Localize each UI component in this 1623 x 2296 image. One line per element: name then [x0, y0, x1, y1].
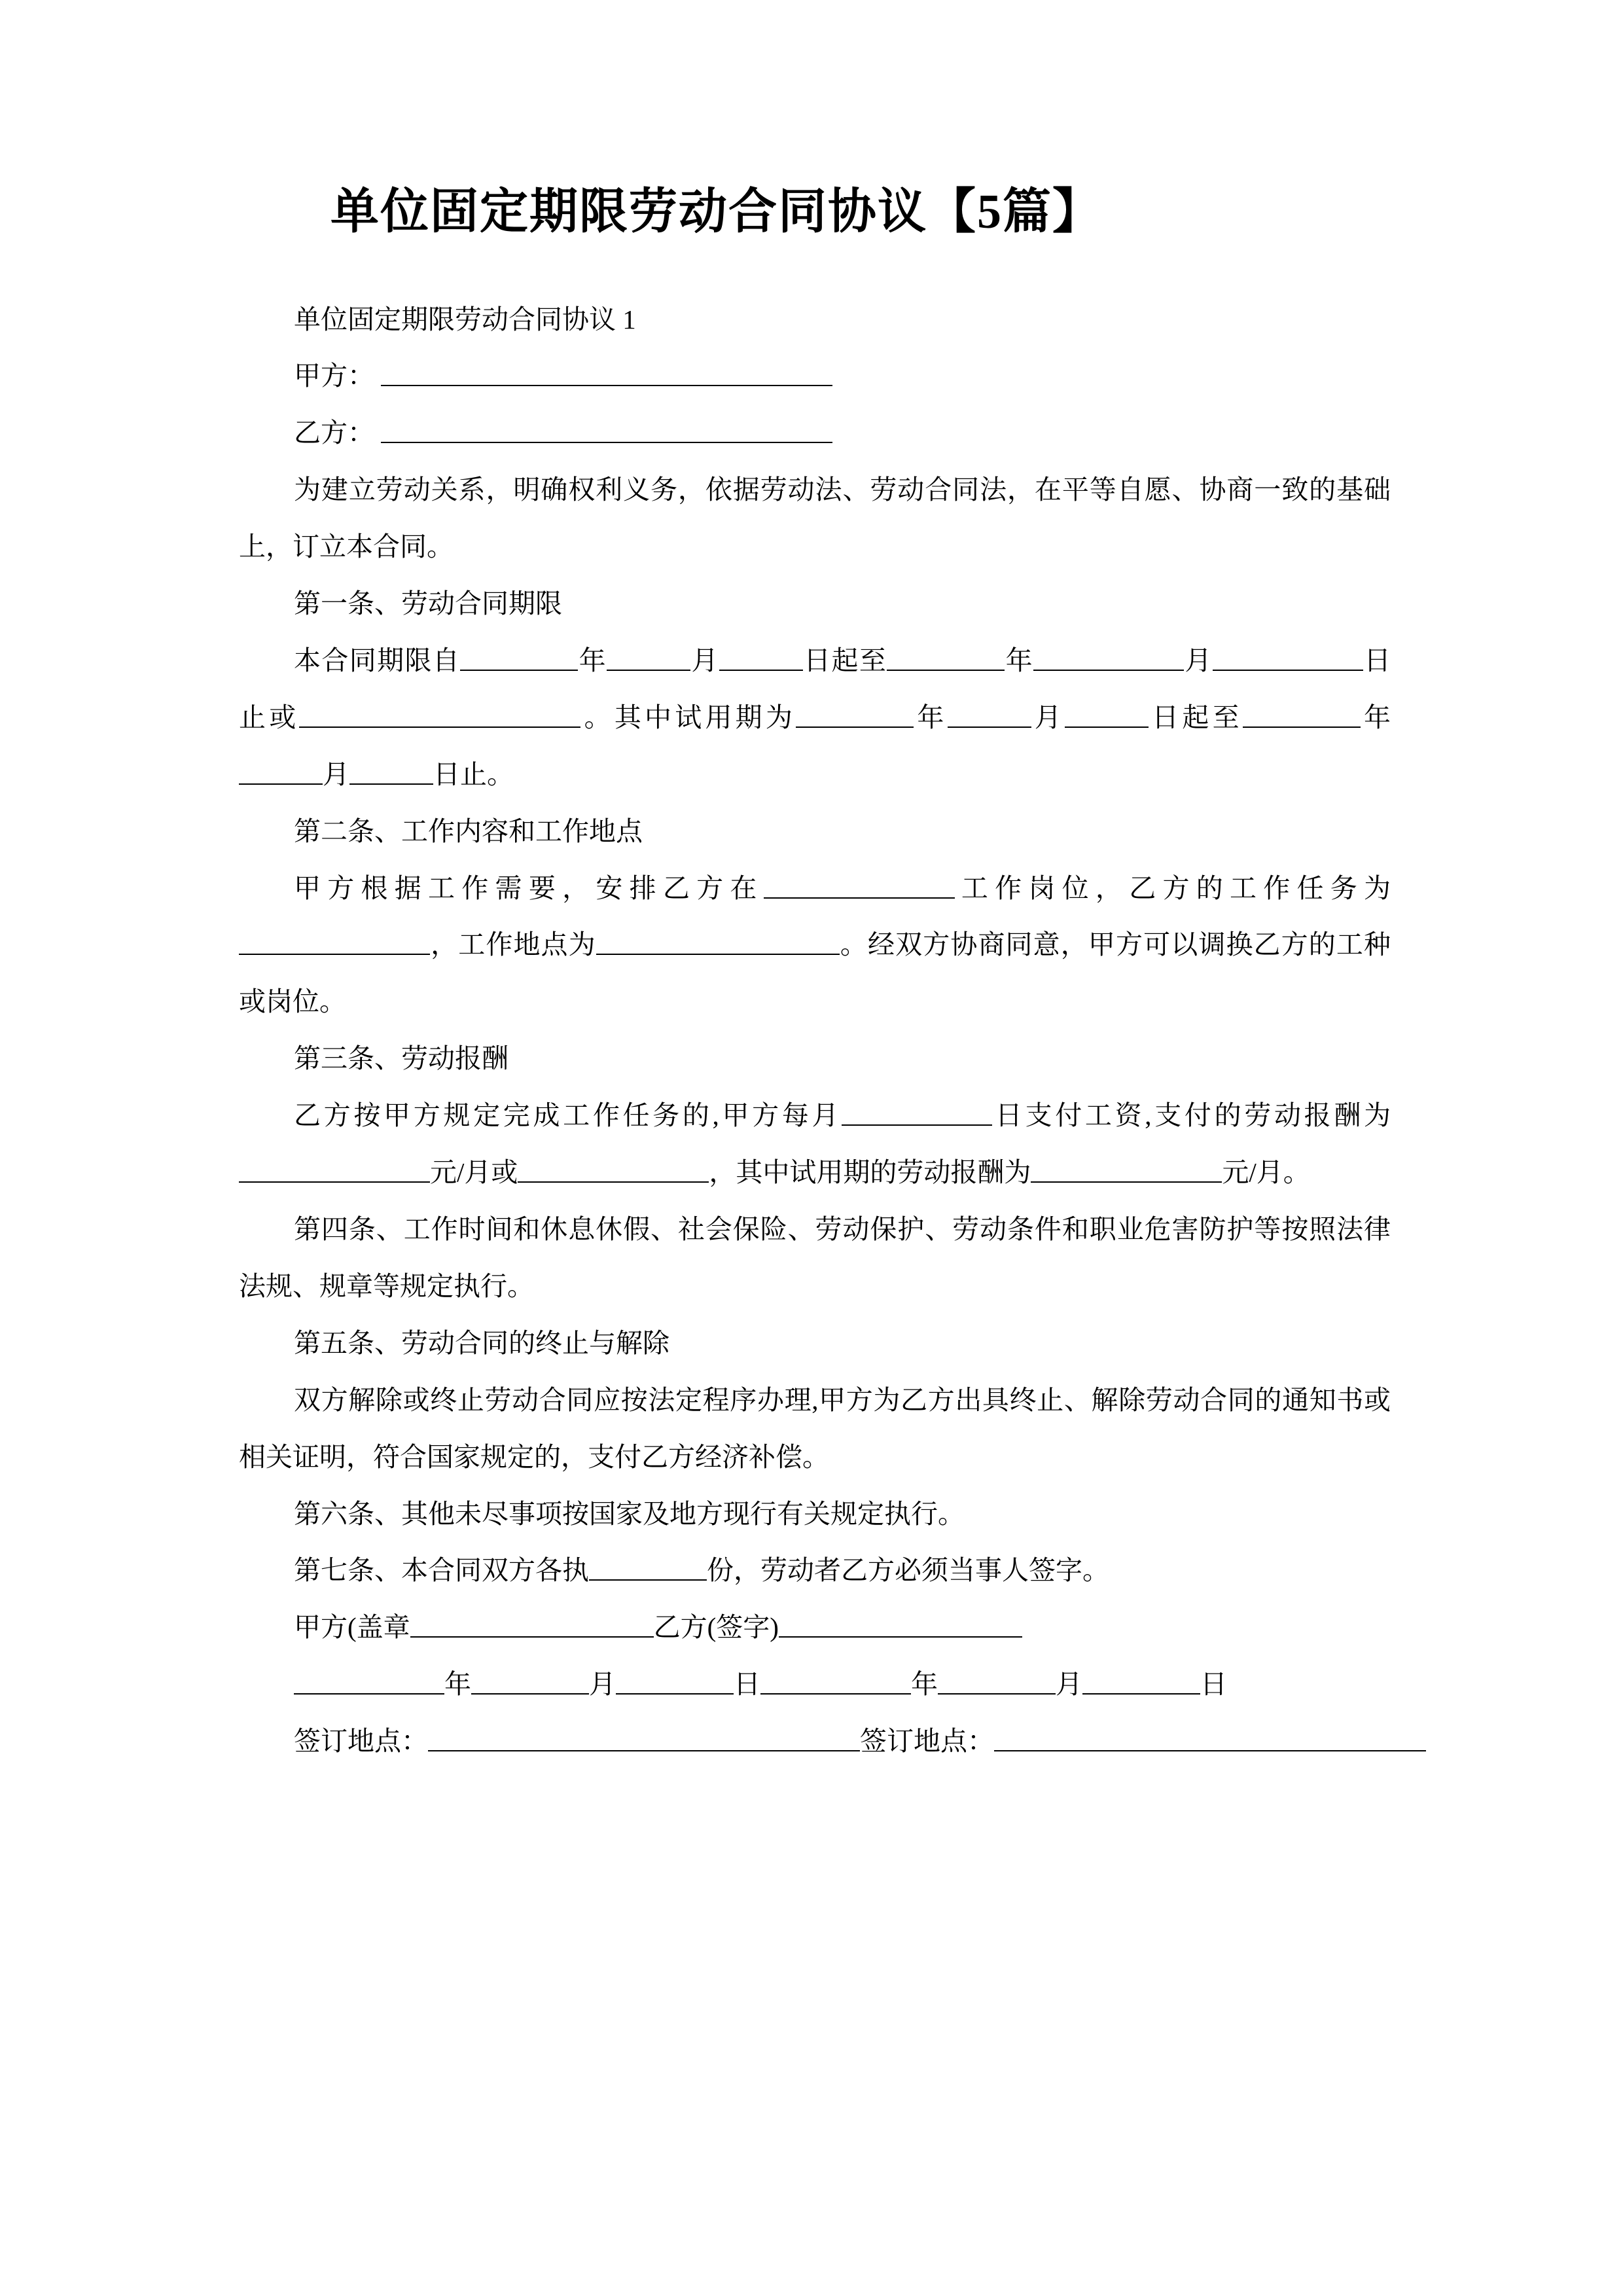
clause-2-text-3: ，工作地点为 [430, 929, 596, 960]
date-month-b: 月 [1056, 1669, 1082, 1700]
clause-1-prefix: 本合同期限自 [294, 645, 461, 675]
clause-1-body [239, 632, 1391, 803]
date-month-a: 月 [589, 1669, 616, 1700]
blank-start-day[interactable] [719, 644, 803, 671]
clause-1-heading: 第一条、劳动合同期限 [294, 588, 562, 619]
clause-3-text-2: 日支付工资,支付的劳动报酬为 [992, 1100, 1391, 1131]
blank-job-position[interactable] [764, 872, 955, 899]
blank-start-month[interactable] [607, 644, 690, 671]
label-year-1: 年 [578, 645, 607, 675]
blank-salary-amount[interactable] [239, 1156, 430, 1183]
date-day-a: 日 [734, 1669, 760, 1700]
signing-place-label-a: 签订地点： [294, 1726, 428, 1757]
blank-party-a-seal[interactable] [410, 1611, 654, 1638]
document-content [239, 0, 1391, 1770]
clause-3-text-3: 元/月或 [430, 1157, 518, 1188]
clause-6-heading: 第六条、其他未尽事项按国家及地方现行有关规定执行。 [294, 1498, 965, 1529]
blank-end-day[interactable] [1213, 644, 1363, 671]
blank-prob-end-day[interactable] [349, 758, 433, 785]
party-b-label: 乙方： [294, 418, 374, 448]
blank-end-month[interactable] [1033, 644, 1184, 671]
blank-copies-count[interactable] [589, 1554, 707, 1581]
title-spacer [239, 243, 1391, 291]
label-stop-or: 日止或 [239, 645, 1391, 732]
label-day-4: 日止。 [433, 759, 514, 789]
label-month-1: 月 [690, 645, 719, 675]
blank-signing-place-b[interactable] [994, 1725, 1426, 1751]
blank-start-year[interactable] [460, 644, 578, 671]
party-b-blank[interactable] [381, 416, 832, 443]
clause-3-text-1: 乙方按甲方规定完成工作任务的,甲方每月 [294, 1100, 842, 1131]
date-day-b: 日 [1200, 1669, 1227, 1700]
label-month-2: 月 [1183, 645, 1213, 675]
party-a-label: 甲方： [294, 361, 374, 391]
blank-date-a-month[interactable] [471, 1668, 589, 1695]
clause-7-text-2: 份，劳动者乙方必须当事人签字。 [707, 1555, 1109, 1586]
clause-7-text-1: 第七条、本合同双方各执 [294, 1555, 589, 1586]
clause-2-body [239, 860, 1391, 1031]
signature-date-row [239, 1656, 1391, 1713]
label-month-3: 月 [1031, 702, 1065, 732]
clause-5-heading: 第五条、劳动合同的终止与解除 [294, 1327, 669, 1358]
clause-7-body [239, 1542, 1391, 1599]
blank-signing-place-a[interactable] [428, 1725, 860, 1751]
clause-2-text-2: 工作岗位，乙方的工作任务为 [954, 872, 1391, 903]
blank-job-duties[interactable] [239, 929, 430, 956]
blank-work-location[interactable] [596, 929, 840, 956]
blank-alt-term[interactable] [299, 701, 580, 728]
blank-pay-day[interactable] [842, 1099, 992, 1126]
blank-end-year[interactable] [887, 644, 1005, 671]
clause-3-text-5: 元/月。 [1222, 1157, 1310, 1188]
label-year-4: 年 [1360, 702, 1391, 732]
label-year-2: 年 [1005, 645, 1033, 675]
document-subtitle: 单位固定期限劳动合同协议 1 [294, 304, 636, 334]
clause-3-body [239, 1087, 1391, 1201]
date-year-a: 年 [444, 1669, 471, 1700]
blank-prob-start-day[interactable] [1065, 701, 1149, 728]
signing-place-row [239, 1713, 1391, 1770]
date-year-b: 年 [911, 1669, 938, 1700]
party-a-seal-label: 甲方(盖章 [294, 1612, 410, 1643]
blank-prob-start-month[interactable] [948, 701, 1031, 728]
blank-prob-start-year[interactable] [796, 701, 914, 728]
label-year-3: 年 [914, 702, 948, 732]
clause-5-body: 双方解除或终止劳动合同应按法定程序办理,甲方为乙方出具终止、解除劳动合同的通知书或相关证明，符合国家规定的，支付乙方经济补偿。 [239, 1384, 1391, 1472]
blank-date-a-year[interactable] [294, 1668, 444, 1695]
party-a-line [239, 348, 1391, 404]
blank-date-b-year[interactable] [760, 1668, 911, 1695]
signing-place-label-b: 签订地点： [860, 1726, 994, 1757]
signature-row [239, 1599, 1391, 1656]
label-month-4: 月 [323, 759, 349, 789]
blank-date-b-day[interactable] [1082, 1668, 1200, 1695]
clause-2-heading: 第二条、工作内容和工作地点 [294, 816, 643, 846]
blank-date-b-month[interactable] [938, 1668, 1056, 1695]
blank-prob-end-month[interactable] [239, 758, 323, 785]
preamble-paragraph: 为建立劳动关系，明确权利义务，依据劳动法、劳动合同法，在平等自愿、协商一致的基础上，订立本合同。 [239, 475, 1391, 562]
clause-3-heading: 第三条、劳动报酬 [294, 1043, 508, 1074]
party-b-line [239, 404, 1391, 461]
label-to-1: 日起至 [802, 645, 887, 675]
clause-3-text-4: ，其中试用期的劳动报酬为 [709, 1157, 1031, 1188]
party-a-blank[interactable] [381, 359, 832, 386]
label-probation: 。其中试用期为 [580, 702, 796, 732]
party-b-sign-label: 乙方(签字) [653, 1612, 779, 1643]
blank-party-b-signature[interactable] [779, 1611, 1022, 1638]
clause-4-heading: 第四条、工作时间和休息休假、社会保险、劳动保护、劳动条件和职业危害防护等按照法律法规、规章等规定执行。 [239, 1214, 1391, 1301]
blank-prob-end-year[interactable] [1243, 701, 1361, 728]
clause-2-text-4: 。经双方协商同意，甲方可以调换乙方的工种或岗位。 [239, 929, 1391, 1017]
clause-2-text-1: 甲方根据工作需要，安排乙方在 [294, 872, 764, 903]
label-day-3: 日起至 [1148, 702, 1243, 732]
blank-probation-salary[interactable] [1031, 1156, 1222, 1183]
blank-date-a-day[interactable] [616, 1668, 734, 1695]
page-title: 单位固定期限劳动合同协议【5篇】 [330, 185, 1102, 239]
blank-salary-alt[interactable] [518, 1156, 709, 1183]
